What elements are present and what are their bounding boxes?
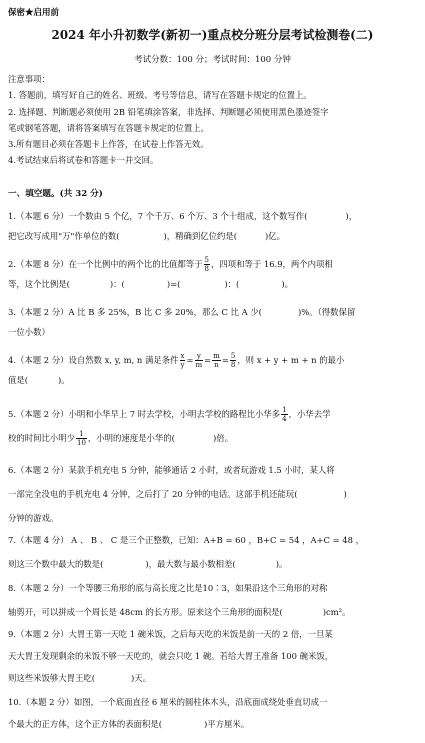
question-text: )：( [224, 279, 240, 289]
question-7 [8, 530, 420, 574]
question-6 [8, 460, 420, 528]
question-text: )平方厘米。 [204, 719, 250, 729]
question-text: 分钟的游戏。 [8, 513, 59, 523]
question-8 [8, 578, 420, 622]
question-text: )：( [109, 279, 125, 289]
question-text: 2.（本题 8 分）在一个比例中的两个比的比值都等于 [8, 259, 203, 269]
question-text: )， [345, 211, 358, 221]
question-text: 天大胃王发现剩余的米饭不够一天吃的，就会只吃 1 碗。若给大胃王准备 100 碗米饭， [8, 651, 334, 661]
question-text: 把它改写成用"万"作单位的数( [8, 231, 120, 241]
section-title: 一、填空题。(共 32 分) [8, 189, 103, 199]
equals-sign: = [204, 355, 212, 365]
question-text: )天。 [131, 673, 152, 683]
fraction-denominator: 4 [282, 415, 287, 423]
question-4 [8, 350, 420, 390]
question-text: )。 [281, 279, 293, 289]
question-text: 则这三个数中最大的数是( [8, 559, 104, 569]
notes-item: 4.考试结束后将试卷和答题卡一并交回。 [8, 155, 159, 166]
question-text: )倍。 [212, 433, 233, 443]
notes-item: 笔或钢笔答题，请将答案填写在答题卡规定的位置上。 [8, 122, 209, 133]
question-2 [8, 254, 420, 294]
question-text: 轴剪开，可以拼成一个周长是 48cm 的长方形。原来这个三角形的面积是( [8, 607, 283, 617]
fraction [180, 352, 186, 369]
fraction-denominator: m [195, 361, 203, 369]
question-text: 10.（本题 2 分）如图，一个底面直径 6 厘米的圆柱体木头，沿底面成绕处垂直切成一 [8, 697, 328, 707]
question-text: ，小华去学 [288, 409, 331, 419]
question-text: 校的时间比小明少 [8, 433, 75, 443]
exam-title: 2024 年小升初数学(新初一)重点校分班分层考试检测卷(二) [51, 28, 374, 42]
fraction-denominator: 8 [230, 361, 236, 369]
question-text: ，小明的速度是小华的( [87, 433, 175, 443]
fraction-numerator: m [213, 352, 220, 360]
question-text: )，精确到亿位约是( [163, 231, 238, 241]
question-1 [8, 206, 420, 246]
question-text: 1.（本题 6 分）一个数由 5 个亿，7 个千万、6 个万、3 个十组成，这个数写作( [8, 211, 308, 221]
question-5 [8, 404, 420, 448]
notes-item: 1. 答题前，填写好自己的姓名、班级、考号等信息，请写在答题卡规定的位置上。 [8, 90, 312, 101]
fraction [204, 256, 210, 273]
fraction [212, 352, 221, 369]
question-text: )%。（得数保留 [297, 307, 356, 317]
equals-sign: = [186, 355, 194, 365]
confidential-label: 保密★启用前 [8, 8, 60, 18]
fraction-numerator: 1 [282, 406, 287, 414]
question-text: 8.（本题 2 分）一个等腰三角形的底与高长度之比是10∶3，如果沿这个三角形的对称 [8, 583, 328, 593]
fraction-numerator: x [180, 352, 185, 360]
fraction [76, 430, 87, 447]
question-text: 4.（本题 2 分）设自然数 x, y, m, n 满足条件 [8, 355, 179, 365]
question-text: )cm²。 [322, 607, 351, 617]
question-text: )=( [166, 279, 181, 289]
fraction [281, 406, 287, 423]
question-text: 9.（本题 2 分）大胃王第一天吃 1 碗米饭，之后每天吃的米饭是前一天的 2 倍，一旦某 [8, 629, 333, 639]
fraction-numerator: y [195, 352, 204, 361]
fraction [195, 352, 204, 369]
question-10 [8, 692, 420, 734]
question-text: 值是( [8, 375, 29, 385]
question-text: 一部完全没电的手机充电 4 分钟，之后打了 20 分钟的电话。这部手机还能玩( [8, 489, 298, 499]
fraction-denominator: 8 [204, 265, 209, 273]
question-3 [8, 302, 420, 342]
notes-heading: 注意事项： [8, 74, 50, 84]
fraction-numerator: 1 [76, 430, 87, 439]
question-text: 6.（本题 2 分）某款手机充电 5 分钟，能够通话 2 小时，或者玩游戏 1.5 小时，某人将 [8, 465, 335, 475]
equals-sign: = [221, 355, 229, 365]
question-text: 等，这个比例是( [8, 279, 70, 289]
question-text: 3.（本题 2 分）A 比 B 多 25%，B 比 C 多 20%，那么 C 比 A 少( [8, 307, 262, 317]
question-text: 个最大的正方体，这个正方体的表面积是( [8, 719, 163, 729]
notes-block [8, 71, 420, 169]
question-text: 7.（本题 4 分） A 、 B 、 C 是三个正整数，已知：A+B = 60 ，B+C = 54 ，A+C = 48 ， [8, 535, 364, 545]
notes-item: 3.所有题目必须在答题卡上作答，在试卷上作答无效。 [8, 139, 209, 150]
question-text: )亿。 [265, 231, 286, 241]
question-text: ，四项和等于 16.9，两个内项相 [211, 259, 333, 269]
fraction-numerator: 5 [230, 352, 236, 360]
notes-item: 2. 选择题、判断题必须使用 2B 铅笔填涂答案，非选择、判断题必须使用黑色墨迹签字 [8, 106, 329, 117]
exam-meta: 考试分数：100 分；考试时间：100 分钟 [134, 55, 291, 65]
fraction [230, 352, 236, 369]
question-text: 则这些米饭够大胃王吃( [8, 673, 96, 683]
question-text: ) [343, 489, 347, 499]
question-text: )，最大数与最小数相差( [145, 559, 236, 569]
question-text: ，则 x + y + m + n 的最小 [237, 355, 345, 365]
question-text: 5.（本题 2 分）小明和小华早上 7 时去学校，小明去学校的路程比小华多 [8, 409, 281, 419]
fraction-denominator: n [214, 361, 219, 369]
fraction-numerator: 5 [204, 256, 209, 264]
question-text: )。 [275, 559, 288, 569]
question-9 [8, 624, 420, 688]
question-text: 一位小数） [8, 327, 50, 337]
fraction-denominator: y [180, 361, 185, 369]
fraction-denominator: 10 [77, 439, 86, 447]
question-text: )。 [58, 375, 70, 385]
